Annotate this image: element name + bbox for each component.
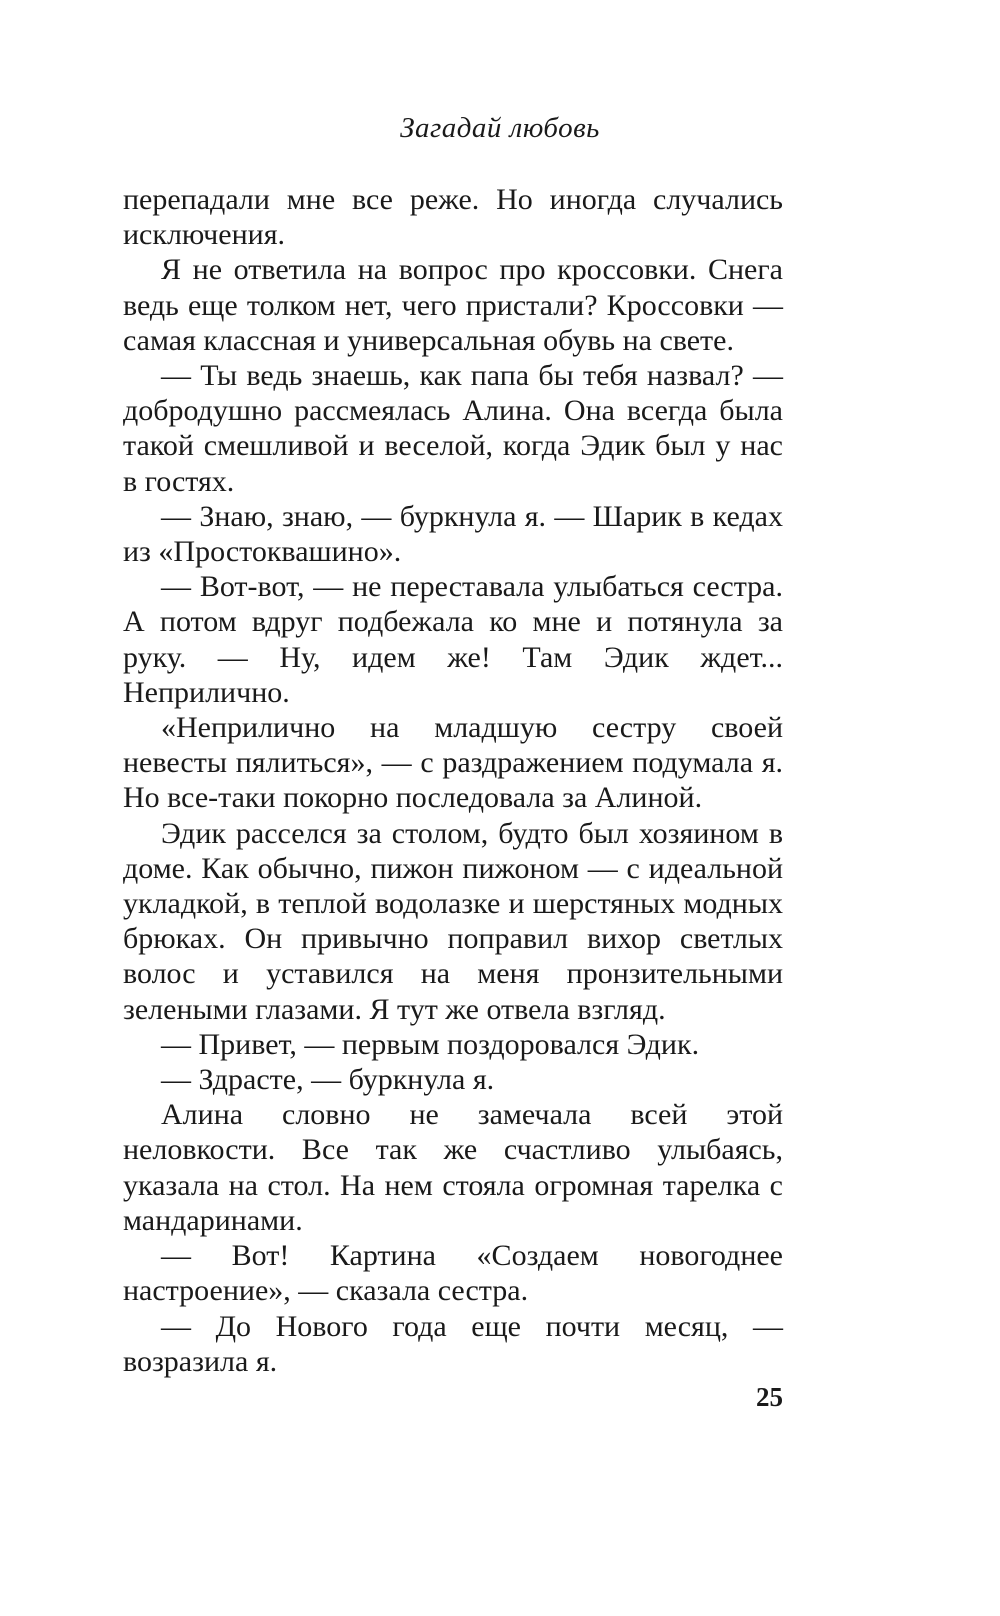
paragraph: Алина словно не замечала всей этой неловкости. Все так же счастливо улыбаясь, указала на стол. На нем стояла огромная тарелка с мандаринами. [123, 1098, 783, 1237]
paragraph: перепадали мне все реже. Но иногда случались исключения. [123, 183, 783, 252]
paragraph: — Здрасте, — буркнула я. [161, 1063, 495, 1097]
paragraph: — Вот! Картина «Создаем новогоднее настроение», — сказала сестра. [123, 1239, 783, 1308]
paragraph: — Привет, — первым поздоровался Эдик. [161, 1027, 700, 1061]
paragraph: «Неприлично на младшую сестру своей невесты пялиться», — с раздражением подумала я. Но все-таки покорно последовала за Алиной. [123, 711, 783, 815]
paragraph: — Ты ведь знаешь, как папа бы тебя назвал? — добродушно рассмеялась Алина. Она всегда была такой смешливой и веселой, когда Эдик был у нас в гостях. [123, 359, 783, 498]
paragraph: — До Нового года еще почти месяц, — возразила я. [123, 1309, 783, 1378]
body-text [123, 182, 783, 1379]
page-number: 25 [756, 1382, 783, 1412]
paragraph: — Вот-вот, — не переставала улыбаться сестра. А потом вдруг подбежала ко мне и потянула за руку. — Ну, идем же! Там Эдик ждет... Неприлично. [123, 570, 783, 709]
paragraph: — Знаю, знаю, — буркнула я. — Шарик в кедах из «Простоквашино». [123, 499, 783, 569]
running-head: Загадай любовь [400, 112, 600, 144]
paragraph: Эдик расселся за столом, будто был хозяином в доме. Как обычно, пижон пижоном — с идеальной укладкой, в теплой водолазке и шерстяных модных брюках. Он привычно поправил вихор светлых волос и уставился на меня пронзительными зелеными глазами. Я тут же отвела взгляд. [123, 816, 783, 1026]
paragraph: Я не ответила на вопрос про кроссовки. Снега ведь еще толком нет, чего пристали? Кроссовки — самая классная и универсальная обувь на свете. [123, 253, 783, 357]
